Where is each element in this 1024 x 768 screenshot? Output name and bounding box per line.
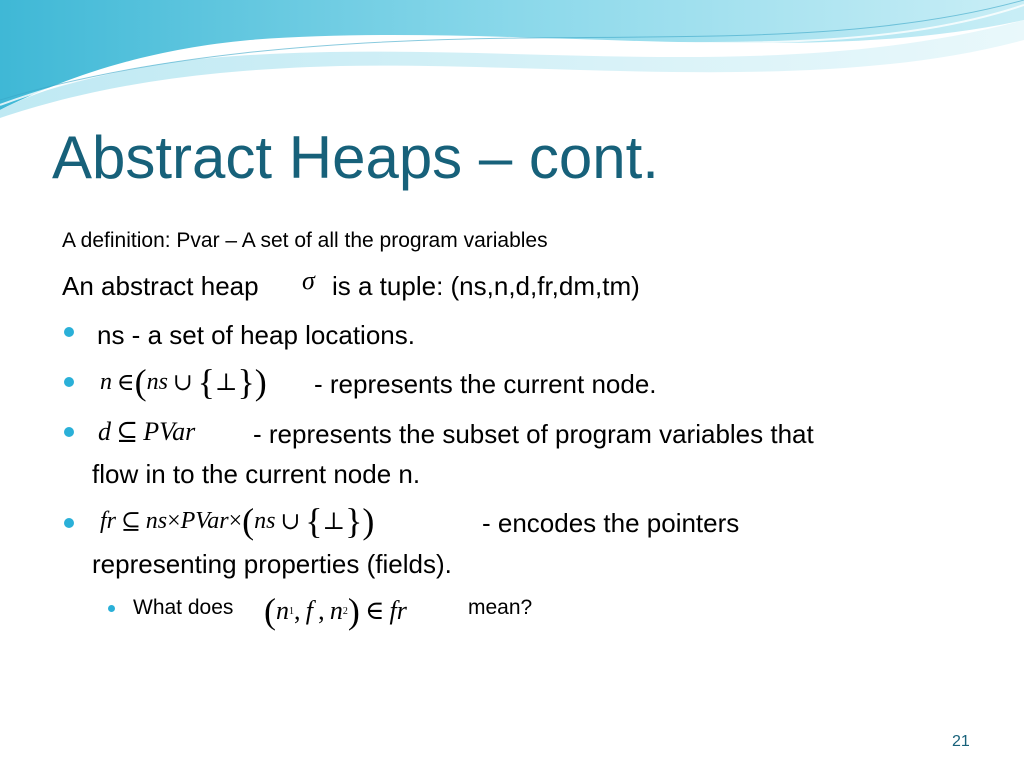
slide-title: Abstract Heaps – cont. [52,124,659,191]
formula-fr-subset: fr ⊆ ns × PVar × ( ns ∪ { ⊥ } ) [100,500,468,542]
page-number: 21 [952,733,970,750]
heap-intro-before: An abstract heap [62,271,259,301]
formula-n-membership: n ∈ ( ns ∪ { ⊥ } ) [100,362,300,402]
bullet-dot [64,377,74,387]
heap-intro-after: is a tuple: (ns,n,d,fr,dm,tm) [332,271,640,301]
bullet-4-text-cont: representing properties (fields). [92,549,452,579]
header-wave-decoration [0,0,1024,120]
formula-fr-tuple: ( n 1 , f , n 2 ) ∈ fr [264,590,460,632]
bullet-2-text: - represents the current node. [314,369,657,399]
bullet-dot [64,327,74,337]
sub-bullet-dot [108,605,115,612]
bullet-3-text-cont: flow in to the current node n. [92,459,421,489]
bullet-3-text: - represents the subset of program variables that [253,419,814,449]
bullet-4-text: - encodes the pointers [482,508,740,538]
sigma-symbol: σ [302,266,315,295]
sub-bullet-before: What does [133,596,234,619]
sub-bullet-after: mean? [468,596,533,619]
formula-d-subset: d ⊆ PVar [98,412,246,452]
bullet-dot [64,427,74,437]
bullet-dot [64,518,74,528]
definition-text: A definition: Pvar – A set of all the program variables [62,229,548,252]
heap-intro-text [62,271,259,302]
bullet-1-text: ns - a set of heap locations. [97,320,415,350]
